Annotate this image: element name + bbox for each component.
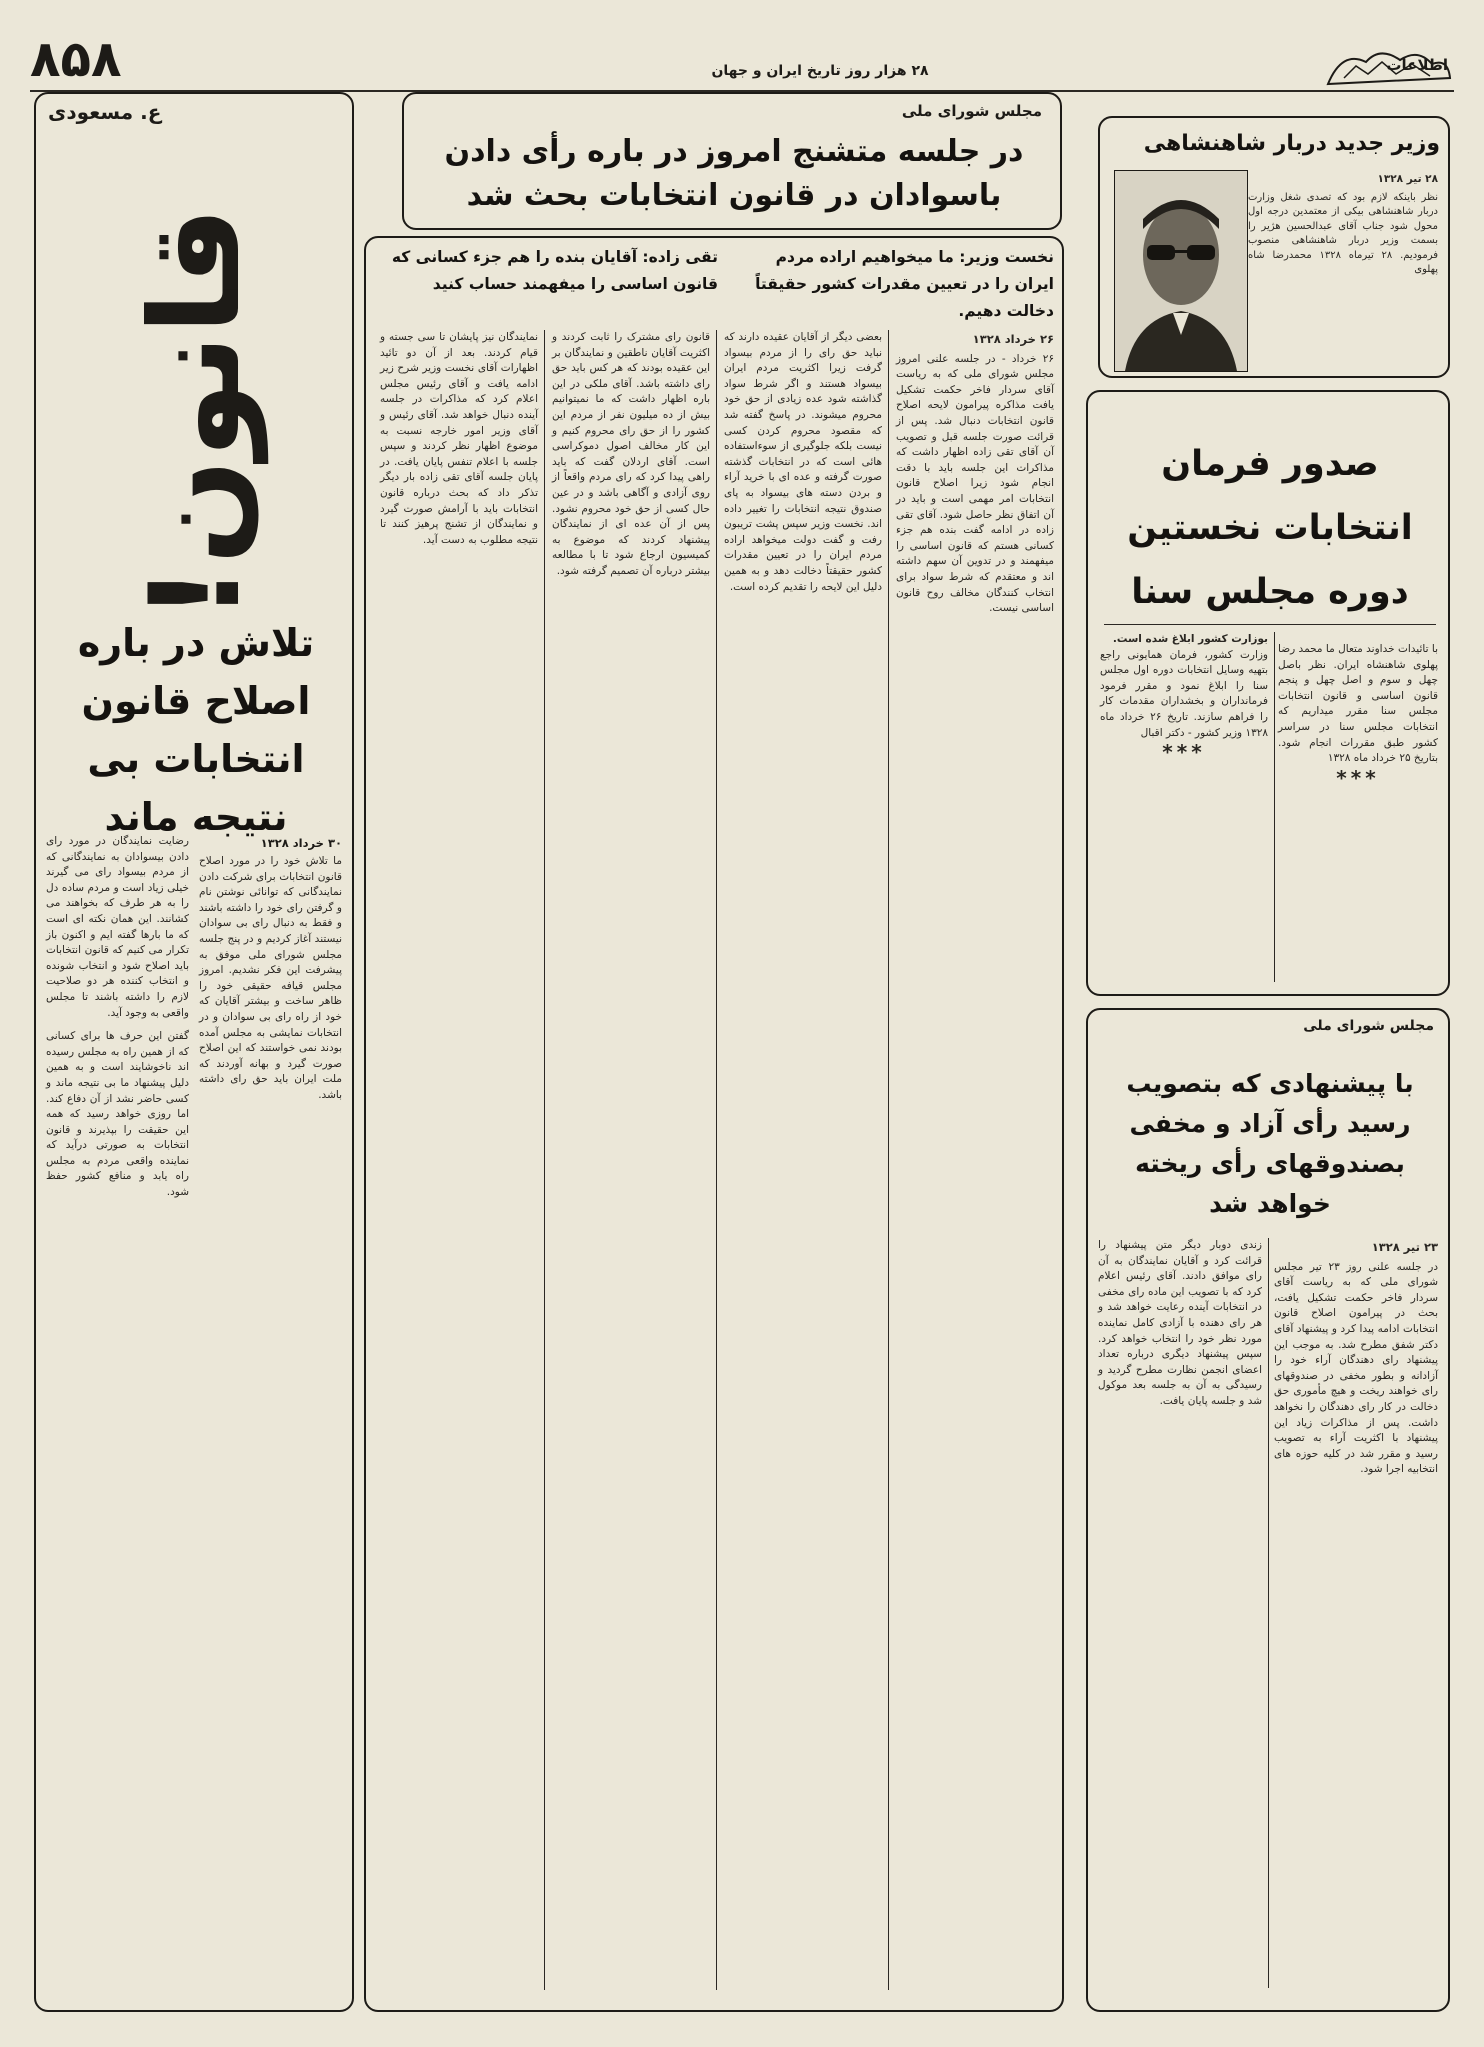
side-top-date: ۲۸ تیر ۱۳۲۸ (1377, 173, 1438, 185)
column-author: ع. مسعودی (48, 100, 162, 124)
main-story-date: ۲۶ خرداد ۱۳۲۸ (972, 332, 1054, 346)
side-top-body: نظر باینکه لازم بود که تصدی شغل وزارت دربار شاهنشاهی بیکی از معتمدین درجه اول محول شود جناب آقای عبدالحسین هژیر را بسمت وزیر دربار شاهنشاهی منصوب فرمودیم. ۲۸ تیرماه ۱۳۲۸ محمدرضا شاه پهلوی (1248, 191, 1438, 275)
column-para-2: رضایت نمایندگان در مورد رای دادن بیسوادان به نمایندگانی که از مردم بیسواد رای می گیرند خیلی زیاد است و مردم ساده دل را به هر طرف که بخواهند می کشانند. این همان نکته ای است که ما بارها گفته ایم و اکنون باز تکرار می کنیم که قانون انتخابات باید اصلاح شود و انتخاب شونده و انتخاب کننده هر دو صلاحیت لازم را داشته باشند تا مجلس واقعی به وجود آید. (46, 835, 189, 1019)
decree-headline: صدور فرمان انتخابات نخستین دوره مجلس سنا (1127, 444, 1413, 612)
decree-right-text: با تائیدات خداوند متعال ما محمد رضا پهلوی شاهنشاه ایران. نظر باصل چهل و سوم و اصل چهل و پنجم قانون اساسی و قانون انتخابات مجلس سنا مقرر میداریم که انتخابات مجلس سنا در سراسر کشور طبق مقررات انجام شود. بتاریخ ۲۵ خرداد ماه ۱۳۲۸ (1278, 643, 1438, 765)
main-col-1-text: ۲۶ خرداد - در جلسه علنی امروز مجلس شورای ملی که به ریاست آقای سردار فاخر حکمت تشکیل یافت مذاکره پیرامون لایحه اصلاح قانون انتخابات دنبال شد. پس از قرائت صورت جلسه قبل و تصویب آن آقای تقی زاده اظهار داشت که مذاکرات این جلسه باید با دقت انجام شود زیرا اصلاح قانون انتخابات امر مهمی است و باید در آن اتفاق نظر حاصل شود. آقای تقی زاده در ادامه گفت بنده هم جزء کسانی هستم که قانون اساسی را میفهمند و در تدوین آن سهم داشته اند و معتقدم که شرط سواد برای انتخاب کنندگان مخالف روح قانون اساسی نیست. (896, 352, 1054, 615)
main-story-body (364, 236, 1064, 2012)
main-col-3: قانون رای مشترک را ثابت کردند و اکثریت آقایان ناطقین و نمایندگان بر این عقیده بودند که هر کس باید حق رای داشته باشد. آقای ملکی در این باره اظهار داشت که ما نمیتوانیم بیش از ده میلیون نفر از مردم این کشور را از حق رای محروم کنیم و این کار مخالف اصول دموکراسی است. آقای اردلان گفت که باید راهی پیدا کرد که رای مردم واقعاً از روی آزادی و آگاهی باشد و در عین حال کسی از حق خود محروم نشود. پس از آن عده ای از نمایندگان پیشنهاد کردند که موضوع به کمیسیون ارجاع شود تا با مطالعه بیشتر درباره آن تصمیم گرفته شود. (552, 331, 710, 577)
side-bottom-col-2: زندی دوبار دیگر متن پیشنهاد را قرائت کرد و آقایان نمایندگان به آن رای موافق دادند. آقای رئیس اعلام کرد که با تصویب این ماده رای مخفی در انتخابات آینده رعایت خواهد شد و هر رای دهنده با آزادی کامل نماینده مورد نظر خود را انتخاب خواهد کرد. سپس پیشنهاد دیگری درباره تعداد اعضای انجمن نظارت مطرح گردید و رسیدگی به آن به جلسه بعد موکول شد و جلسه پایان یافت. (1098, 1239, 1262, 1407)
side-top-box (1098, 116, 1450, 378)
decree-box (1086, 390, 1450, 996)
main-story-headline: در جلسه متشنج امروز در باره رأی دادن باسوادان در قانون انتخابات بحث شد (444, 134, 1024, 213)
side-bottom-headline: با پیشنهادی که بتصویب رسید رأی آزاد و مخفی بصندوقهای رأی ریخته خواهد شد (1126, 1069, 1414, 1218)
side-bottom-col-1 (1274, 1238, 1438, 1478)
decree-left-text: وزارت کشور، فرمان همایونی راجع بتهیه وسایل انتخابات دوره اول مجلس سنا را ابلاغ نمود و مقرر فرمود فرمانداران و بخشداران مقدمات کار را فراهم سازند. تاریخ ۲۶ خرداد ماه ۱۳۲۸ وزیر کشور - دکتر اقبال (1100, 648, 1268, 739)
column-para-3: گفتن این حرف ها برای کسانی که از همین راه به مجلس رسیده اند ناخوشایند است و به همین دلیل پیشنهاد ما بی نتیجه ماند و کسی حاضر نشد از آن دفاع کند. اما روزی خواهد رسید که همه این حقیقت را بپذیرند و قانون انتخابات به صورتی درآید که نماینده واقعی مردم به مجلس راه یابد و منافع کشور حفظ شود. (46, 1030, 189, 1199)
side-bottom-kicker: مجلس شورای ملی (1303, 1018, 1434, 1034)
main-story-kicker: مجلس شورای ملی (901, 102, 1042, 120)
column-date: ۳۰ خرداد ۱۳۲۸ (260, 836, 342, 850)
main-story-sub2: تقی زاده: آقایان بنده را هم جزء کسانی که قانون اساسی را میفهمند حساب کنید (391, 248, 718, 293)
side-bottom-date: ۲۳ تیر ۱۳۲۸ (1371, 1240, 1438, 1254)
main-col-4: نمایندگان نیز پایشان تا سی جسته و قیام کردند. بعد از آن دو تائید اظهارات آقای نخست وزیر شرح زیر ادامه یافت و آقای رئیس مجلس اعلام کرد که مذاکرات در جلسه آینده دنبال خواهد شد. آقای رئیس و آقای وزیر امور خارجه نسبت به موضوع اظهار نظر کردند و سپس جلسه با اعلام تنفس پایان یافت. در پایان جلسه آقای تقی زاده بار دیگر تذکر داد که بحث درباره قانون انتخابات باید با آرامش صورت گیرد و نمایندگان از تشنج پرهیز کنند تا نتیجه مطلوب به دست آید. (380, 331, 538, 546)
column-text-left (46, 834, 189, 1201)
column-para-1: ما تلاش خود را در مورد اصلاح قانون انتخابات برای شرکت دادن نمایندگانی که توانائی نوشتن نام و گرفتن رای خود را داشته باشند و فقط به دنبال رای بی سوادان نیستند آغاز کردیم و در پنج جلسه مجلس شورای ملی موفق به پیشرفت این فکر نشدیم. امروز مجلس قیافه حقیقی خود را ظاهر ساخت و بیشتر آقایان که خود از راه رای بی سوادان و در انتخابات نمایشی به مجلس آمده بودند نمی خواستند که این اصلاح صورت گیرد و بهانه آوردند که ملت ایران باید حق رای داشته باشد. (199, 855, 342, 1101)
column-big-word: قانون! (124, 206, 268, 622)
portrait-icon (1115, 171, 1247, 371)
decree-left-col (1100, 632, 1268, 765)
logo-text: اطلاعات (1386, 56, 1448, 74)
opinion-column (34, 92, 354, 2012)
column-headline: تلاش در باره اصلاح قانون انتخابات بی نتیجه ماند (77, 621, 315, 839)
decree-intro: بوزارت کشور ابلاغ شده است. (1112, 633, 1268, 645)
main-col-1 (896, 330, 1054, 617)
decree-stars-left: *** (1162, 740, 1206, 765)
main-story-sub1: نخست وزیر: ما میخواهیم اراده مردم ایران را در تعیین مقدرات کشور حقیقتاً دخالت دهیم. (755, 248, 1054, 320)
side-top-text (1248, 170, 1438, 278)
decree-stars-right: *** (1336, 765, 1380, 790)
newspaper-logo (1322, 44, 1454, 90)
decree-right-col (1278, 642, 1438, 790)
page-number: ۸۵۸ (30, 30, 122, 88)
side-bottom-box (1086, 1008, 1450, 2012)
minister-photo (1114, 170, 1248, 372)
main-story-headline-box (402, 92, 1062, 230)
side-bottom-col-1-text: در جلسه علنی روز ۲۳ تیر مجلس شورای ملی که به ریاست آقای سردار فاخر حکمت تشکیل یافت، بحث در پیرامون اصلاح قانون انتخابات ادامه پیدا کرد و پیشنهاد آقای دکتر شفق مطرح شد. به موجب این پیشنهاد رای دهندگان آراء خود را آزادانه و بطور مخفی در صندوقهای رای خواهند ریخت و هیچ مأموری حق دخالت در کار رای دهندگان را نخواهد داشت. پس از مذاکرات زیاد این پیشنهاد با اکثریت آراء به تصویب رسید و مقرر شد در کلیه حوزه های انتخابیه اجرا شود. (1274, 1260, 1439, 1476)
main-col-2: بعضی دیگر از آقایان عقیده دارند که نباید حق رای را از مردم بیسواد گرفت زیرا اکثریت مردم ایران بیسواد هستند و اگر شرط سواد گذاشته شود عده زیادی از حق خود محروم میشوند. در پاسخ گفته شد که مقصود محروم کردن کسی نیست بلکه جلوگیری از سوءاستفاده هائی است که در انتخابات گذشته صورت گرفته و عده ای با خرید آراء و بردن دسته های بیسواد به پای صندوق نتیجه انتخابات را تغییر داده اند. نخست وزیر سپس پشت تریبون رفت و گفت دولت میخواهد اراده مردم ایران را در تعیین مقدرات کشور حقیقتاً دخالت دهد و به همین دلیل این لایحه را تقدیم کرده است. (724, 331, 882, 593)
series-title: ۲۸ هزار روز تاریخ ایران و جهان (711, 63, 929, 79)
column-text-right (199, 834, 342, 1104)
side-top-headline: وزیر جدید دربار شاهنشاهی (1143, 131, 1440, 156)
